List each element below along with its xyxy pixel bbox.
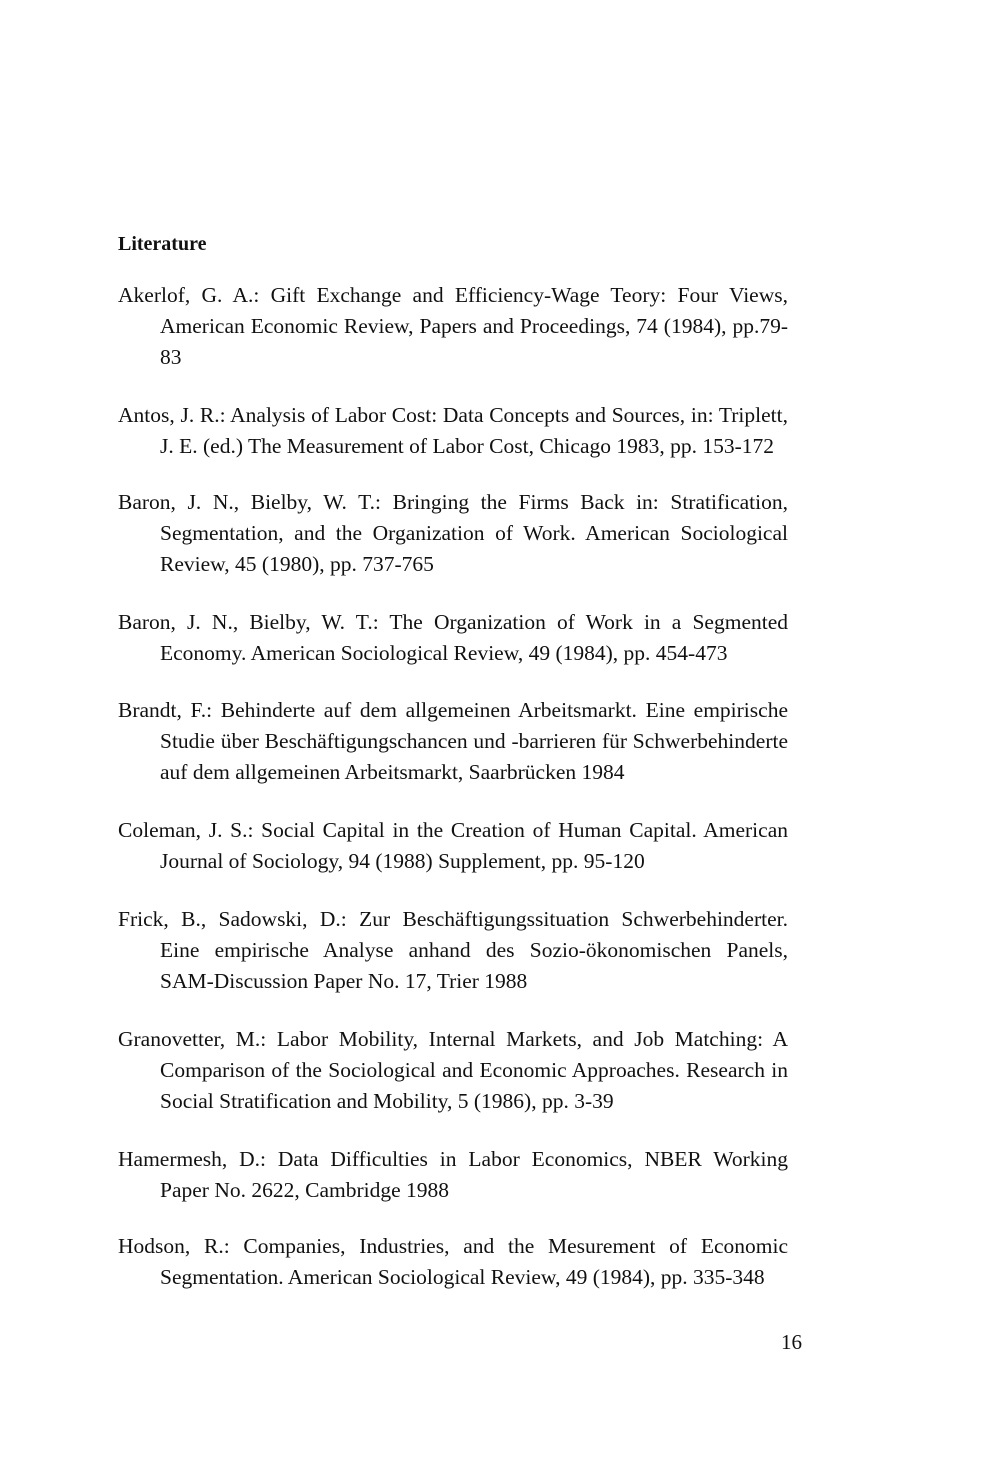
reference-akerlof-1984: Akerlof, G. A.: Gift Exchange and Efficiency-Wage Teory: Four Views, American Economic Review, Papers and Proceedings, 74 (1984), pp.79-83 — [118, 283, 788, 369]
reference-antos-1983: Antos, J. R.: Analysis of Labor Cost: Data Concepts and Sources, in: Triplett, J. E. (ed.) The Measurement of Labor Cost, Chicago 1983, pp. 153-172 — [118, 403, 788, 458]
section-title: Literature — [118, 233, 207, 255]
reference-brandt-1984: Brandt, F.: Behinderte auf dem allgemeinen Arbeitsmarkt. Eine empirische Studie über Beschäftigungschancen und -barrieren für Schwerbehinderte auf dem allgemeinen Arbeitsmarkt, Saarbrücken 1984 — [118, 698, 788, 784]
reference-granovetter-1986: Granovetter, M.: Labor Mobility, Internal Markets, and Job Matching: A Comparison of the Sociological and Economic Approaches. Research in Social Stratification and Mobility, 5 (1986), pp. 3-39 — [118, 1027, 788, 1113]
reference-baron-bielby-1980: Baron, J. N., Bielby, W. T.: Bringing the Firms Back in: Stratification, Segmentation, and the Organization of Work. American Sociological Review, 45 (1980), pp. 737-765 — [118, 490, 788, 576]
reference-coleman-1988: Coleman, J. S.: Social Capital in the Creation of Human Capital. American Journal of Sociology, 94 (1988) Supplement, pp. 95-120 — [118, 818, 788, 873]
reference-hodson-1984: Hodson, R.: Companies, Industries, and the Mesurement of Economic Segmentation. American Sociological Review, 49 (1984), pp. 335-348 — [118, 1234, 788, 1289]
reference-list — [118, 280, 788, 1320]
reference-baron-bielby-1984: Baron, J. N., Bielby, W. T.: The Organization of Work in a Segmented Economy. American Sociological Review, 49 (1984), pp. 454-473 — [118, 610, 788, 665]
reference-frick-sadowski-1988: Frick, B., Sadowski, D.: Zur Beschäftigungssituation Schwerbehinderter. Eine empirische Analyse anhand des Sozio-ökonomischen Panels, SAM-Discussion Paper No. 17, Trier 1988 — [118, 907, 788, 993]
page-number: 16 — [781, 1330, 802, 1354]
reference-hamermesh-1988: Hamermesh, D.: Data Difficulties in Labor Economics, NBER Working Paper No. 2622, Cambridge 1988 — [118, 1147, 788, 1202]
